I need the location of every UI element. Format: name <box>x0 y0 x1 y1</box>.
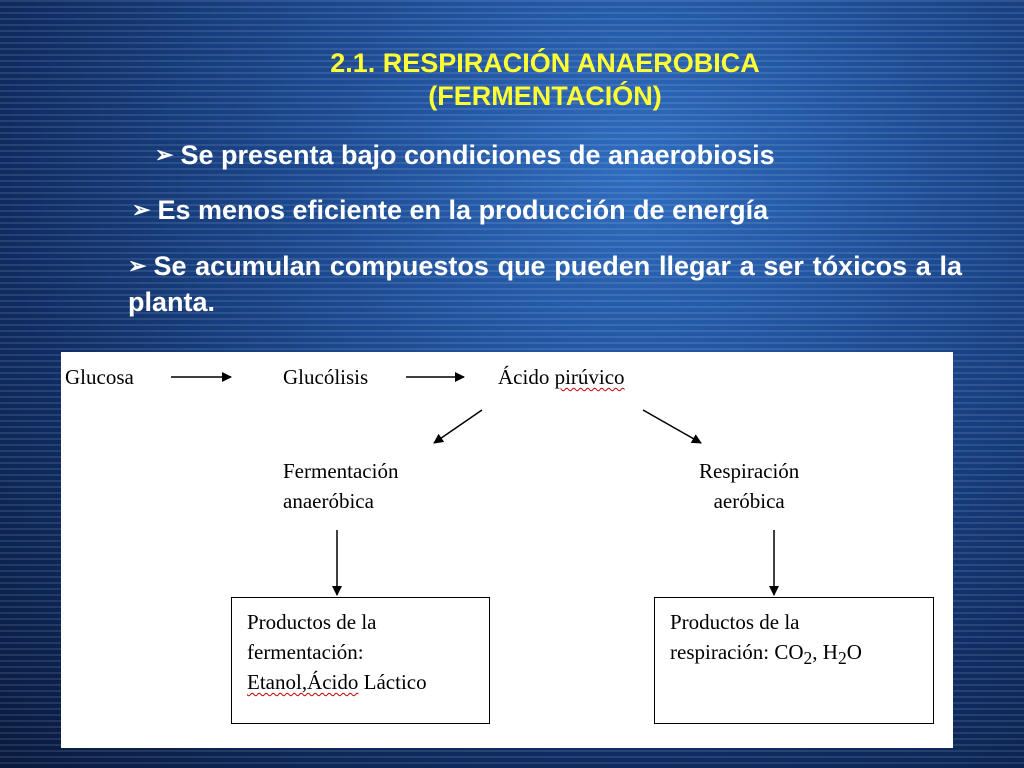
title-line-2: (FERMENTACIÓN) <box>428 81 662 111</box>
bullet-1-text: Se presenta bajo condiciones de anaerobiosis <box>180 140 775 170</box>
bullet-3 <box>128 249 962 319</box>
arrowhead-bullet-icon: ➢ <box>128 253 147 278</box>
ferm-line-2: anaeróbica <box>283 489 374 513</box>
arrowhead-bullet-icon: ➢ <box>132 197 151 222</box>
label-glucolisis: Glucólisis <box>283 365 369 389</box>
arrowhead-bullet-icon: ➢ <box>155 142 174 167</box>
box-productos-fermentacion <box>231 597 490 724</box>
label-fermentacion-anaerobica <box>283 456 398 516</box>
arrow-acido-fermentacion <box>434 410 482 443</box>
box-left-line-1: Productos de la <box>247 610 377 634</box>
bullet-2-text: Es menos eficiente en la producción de energía <box>157 195 769 225</box>
box-right-line-2 <box>670 637 862 673</box>
sub-2-co2: 2 <box>803 648 813 669</box>
ferm-line-1: Fermentación <box>283 459 399 483</box>
box-right-respiracion-co: respiración: CO <box>670 640 804 664</box>
bullet-3-text: Se acumulan compuestos que pueden llegar a ser tóxicos a la planta. <box>128 251 962 317</box>
sub-2-h2o: 2 <box>837 648 847 669</box>
box-left-line-2: fermentación: <box>247 640 364 664</box>
label-glucosa: Glucosa <box>65 365 134 389</box>
bullet-2 <box>132 193 768 229</box>
label-acido: Ácido <box>498 365 550 389</box>
slide-title <box>0 47 1024 113</box>
box-left-etanol: Etanol,Ácido <box>247 670 359 694</box>
box-left-lactico: Láctico <box>358 670 427 694</box>
fermentation-diagram <box>61 352 953 748</box>
resp-line-2: aeróbica <box>713 489 785 513</box>
label-respiracion-aerobica <box>699 456 799 516</box>
box-right-o: O <box>846 640 862 664</box>
resp-line-1: Respiración <box>699 459 800 483</box>
title-line-1: 2.1. RESPIRACIÓN ANAEROBICA <box>330 48 760 78</box>
box-right-text <box>670 607 862 673</box>
label-acido-piruvico <box>498 362 625 392</box>
arrow-acido-respiracion <box>643 410 701 443</box>
label-piruvico: pirúvico <box>554 365 625 389</box>
box-left-text <box>247 607 427 697</box>
box-right-h: , H <box>812 640 838 664</box>
box-productos-respiracion <box>654 597 934 724</box>
bullet-1 <box>155 138 775 174</box>
box-left-line-3 <box>247 667 427 697</box>
box-right-line-1: Productos de la <box>670 610 800 634</box>
